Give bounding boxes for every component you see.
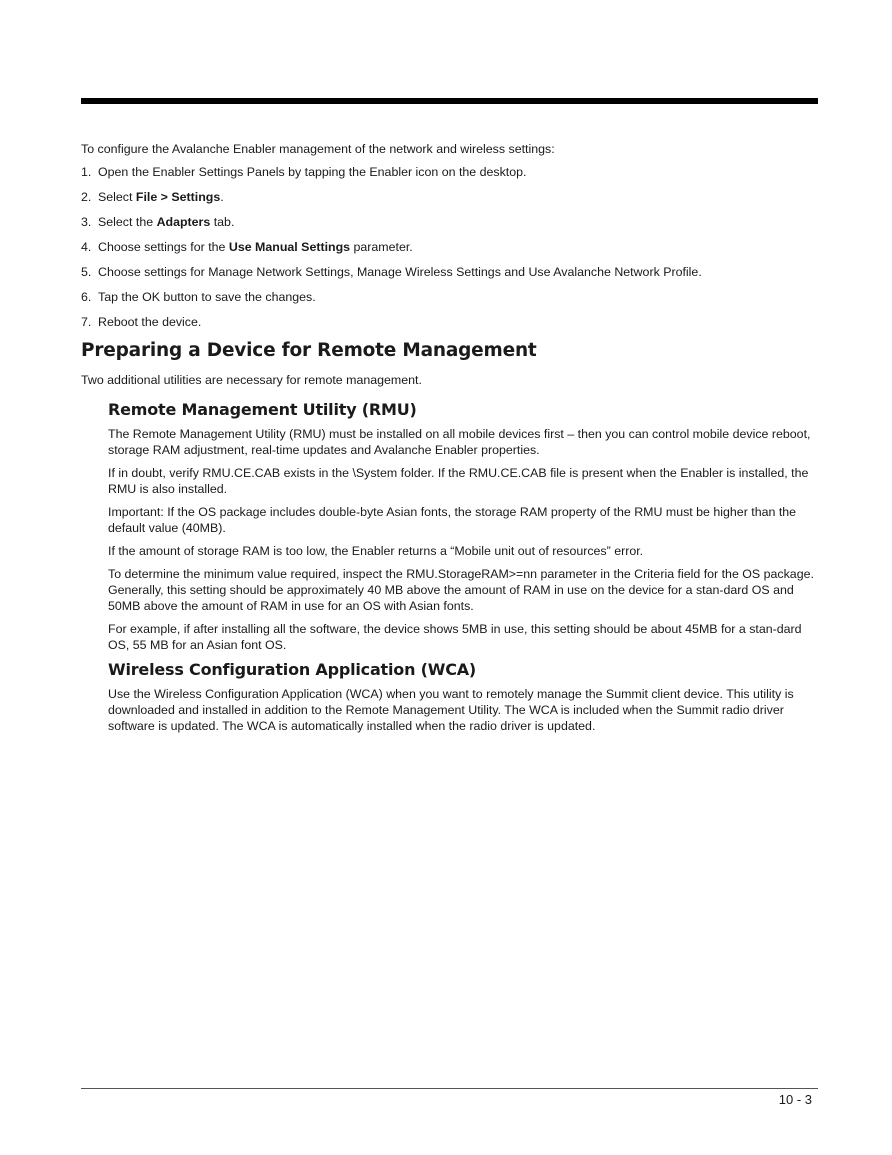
page-number: 10 - 3 bbox=[778, 1092, 812, 1107]
paragraph: For example, if after installing all the software, the device shows 5MB in use, this setting should be about 45MB for a stan-dard OS, 55 MB for an Asian font OS. bbox=[108, 622, 802, 652]
paragraph: To determine the minimum value required, inspect the RMU.StorageRAM>=nn parameter in the Criteria field for the OS package. Generally, this setting should be approximately 40 MB above the amount of RAM in use on the device for a stan-dard OS and 50MB above the amount of RAM in use for an OS with Asian fonts. bbox=[108, 567, 814, 613]
step-number: 2. bbox=[81, 190, 92, 204]
step-bold-text: Adapters bbox=[156, 215, 211, 229]
paragraph: If the amount of storage RAM is too low, the Enabler returns a “Mobile unit out of resources” error. bbox=[108, 544, 644, 558]
step-text: Reboot the device. bbox=[98, 315, 202, 329]
intro-text: To configure the Avalanche Enabler management of the network and wireless settings: bbox=[81, 142, 555, 156]
list-item bbox=[81, 214, 818, 230]
step-text: Choose settings for the bbox=[98, 240, 229, 254]
step-number: 5. bbox=[81, 265, 92, 279]
list-item bbox=[81, 164, 818, 180]
header-rule bbox=[81, 98, 818, 104]
step-bold-text: Use Manual Settings bbox=[228, 240, 351, 254]
step-text: Open the Enabler Settings Panels by tapping the Enabler icon on the desktop. bbox=[98, 165, 527, 179]
step-number: 1. bbox=[81, 165, 92, 179]
step-number: 7. bbox=[81, 315, 92, 329]
list-item bbox=[81, 239, 818, 255]
step-text: Select bbox=[98, 190, 136, 204]
step-text: Choose settings for Manage Network Settings, Manage Wireless Settings and Use Avalanche Network Profile. bbox=[98, 265, 702, 279]
step-bold-text: File > Settings bbox=[135, 190, 221, 204]
list-item bbox=[81, 264, 818, 280]
paragraph: The Remote Management Utility (RMU) must be installed on all mobile devices first – then you can control mobile device reboot, storage RAM adjustment, real-time updates and Avalanche Enabler properties. bbox=[108, 427, 811, 457]
rmu-section bbox=[108, 400, 818, 653]
step-text-end: . bbox=[220, 190, 224, 204]
wca-heading: Wireless Configuration Application (WCA) bbox=[108, 660, 477, 679]
list-item bbox=[81, 289, 818, 305]
step-number: 4. bbox=[81, 240, 92, 254]
step-text: Select the bbox=[98, 215, 157, 229]
page-body bbox=[81, 141, 818, 741]
section-heading: Preparing a Device for Remote Management bbox=[81, 340, 537, 361]
list-item bbox=[81, 314, 818, 330]
wca-section bbox=[108, 660, 818, 734]
step-text-end: parameter. bbox=[350, 240, 413, 254]
list-item bbox=[81, 189, 818, 205]
step-text-end: tab. bbox=[210, 215, 235, 229]
subsections bbox=[108, 400, 818, 734]
step-number: 3. bbox=[81, 215, 92, 229]
step-text: Tap the OK button to save the changes. bbox=[98, 290, 316, 304]
paragraph: Important: If the OS package includes double-byte Asian fonts, the storage RAM property of the RMU must be higher than the default value (40MB). bbox=[108, 505, 797, 535]
steps-list bbox=[81, 164, 818, 330]
footer-rule bbox=[81, 1088, 818, 1089]
step-number: 6. bbox=[81, 290, 92, 304]
rmu-heading: Remote Management Utility (RMU) bbox=[108, 400, 417, 419]
paragraph: If in doubt, verify RMU.CE.CAB exists in the \System folder. If the RMU.CE.CAB file is present when the Enabler is installed, the RMU is also installed. bbox=[108, 466, 809, 496]
paragraph: Use the Wireless Configuration Application (WCA) when you want to remotely manage the Summit client device. This utility is downloaded and installed in addition to the Remote Management Utility. The WCA is included when the Summit radio driver software is updated. The WCA is automatically installed when the radio driver is updated. bbox=[108, 687, 794, 733]
section-lead: Two additional utilities are necessary for remote management. bbox=[81, 373, 422, 387]
